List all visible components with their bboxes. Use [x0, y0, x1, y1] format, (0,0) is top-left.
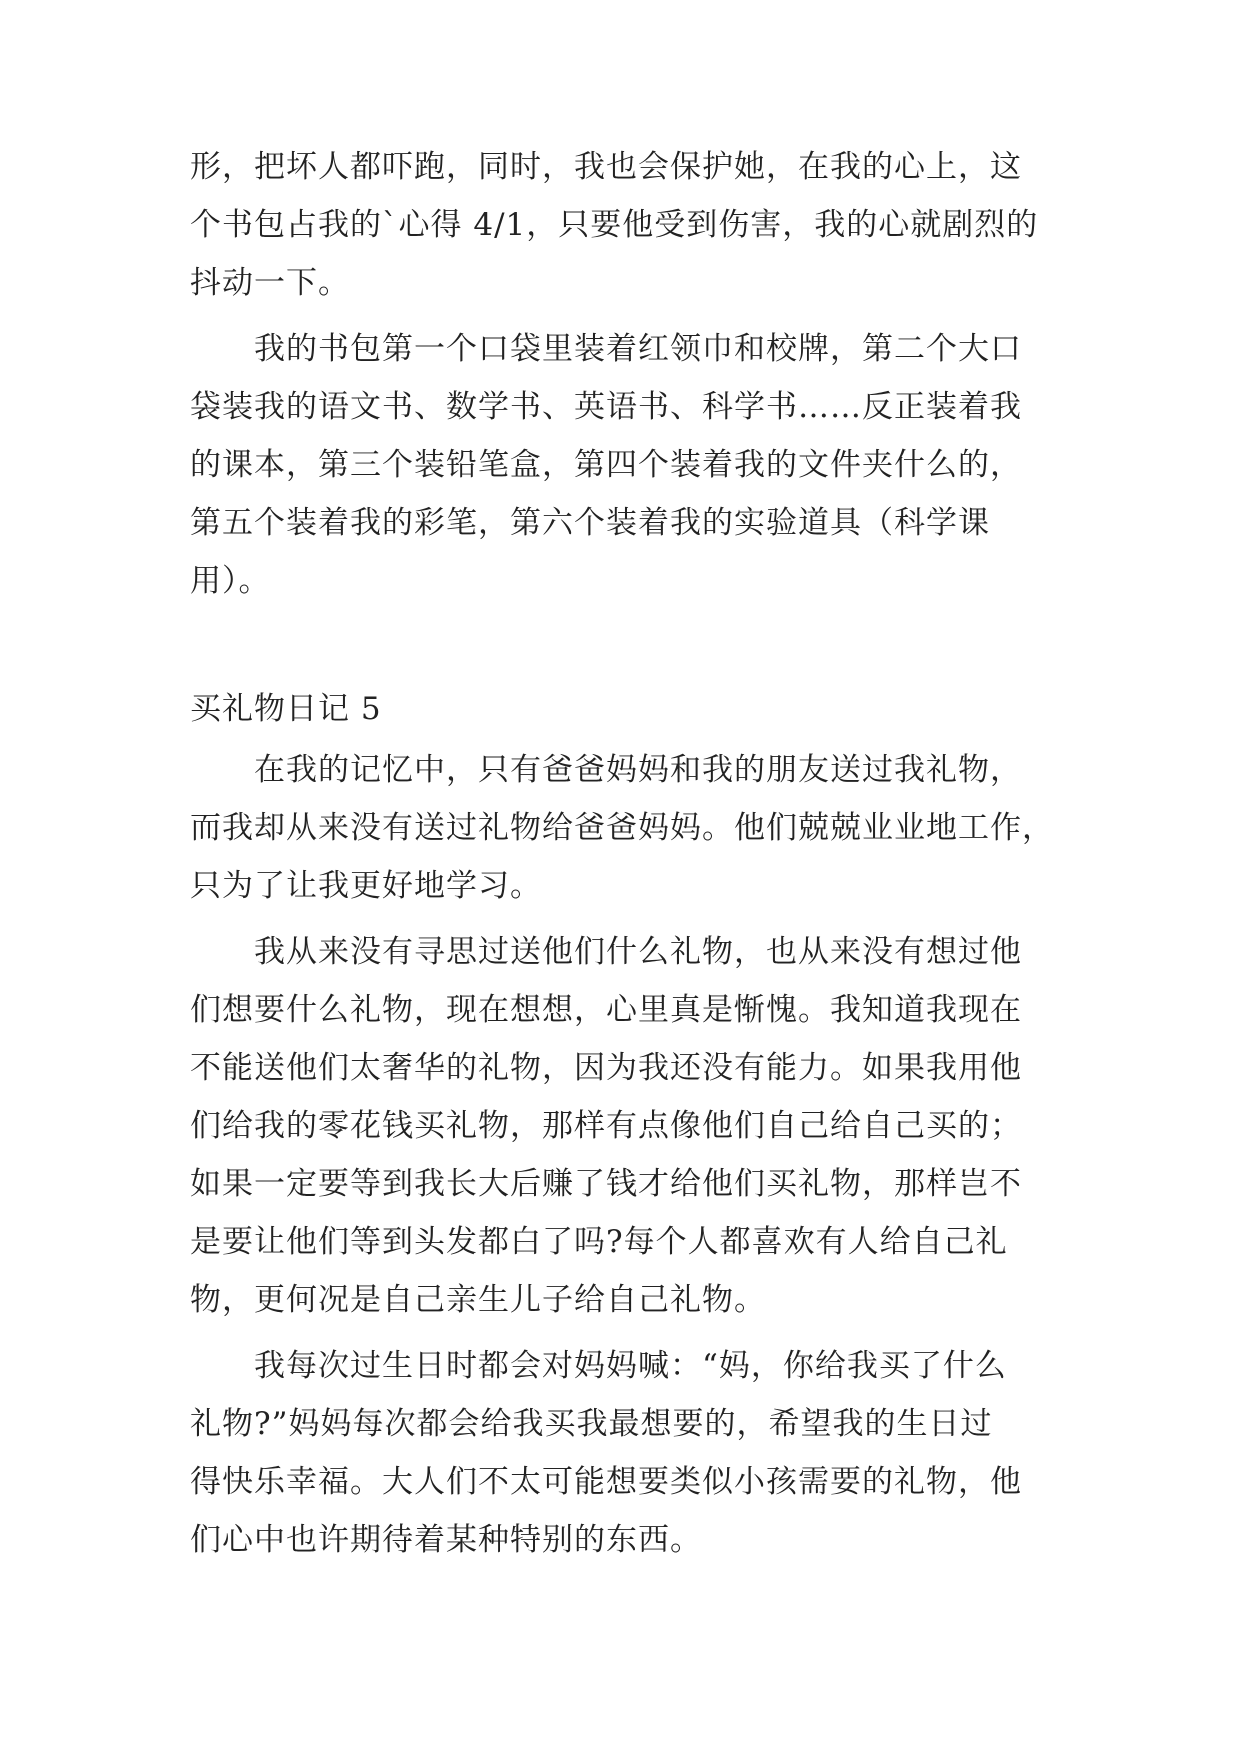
text-line: 礼物?”妈妈每次都会给我买我最想要的，希望我的生日过 [190, 1406, 993, 1442]
text-line: 个书包占我的`心得 4/1，只要他受到伤害，我的心就剧烈的 [190, 207, 1039, 243]
text-line: 不能送他们太奢华的礼物，因为我还没有能力。如果我用他 [190, 1050, 1022, 1086]
text-line: 们给我的零花钱买礼物，那样有点像他们自己给自己买的； [190, 1108, 1022, 1144]
text-line: 我的书包第一个口袋里装着红领巾和校牌，第二个大口 [190, 331, 1022, 367]
section-2-text [190, 741, 1060, 1569]
section-1-text [190, 138, 1060, 610]
text-line: 的课本，第三个装铅笔盒，第四个装着我的文件夹什么的， [190, 447, 1022, 483]
text-line: 在我的记忆中，只有爸爸妈妈和我的朋友送过我礼物， [190, 752, 1022, 788]
text-line: 是要让他们等到头发都白了吗?每个人都喜欢有人给自己礼 [190, 1224, 1008, 1260]
text-line: 我从来没有寻思过送他们什么礼物，也从来没有想过他 [190, 934, 1022, 970]
text-line: 第五个装着我的彩笔，第六个装着我的实验道具（科学课 [190, 505, 990, 541]
text-line: 我每次过生日时都会对妈妈喊：“妈，你给我买了什么 [190, 1348, 1007, 1384]
text-line: 抖动一下。 [190, 265, 350, 301]
text-line: 袋装我的语文书、数学书、英语书、科学书……反正装着我 [190, 389, 1022, 425]
paragraph [190, 138, 1060, 312]
section-title: 买礼物日记 5 [190, 691, 382, 727]
text-line: 如果一定要等到我长大后赚了钱才给他们买礼物，那样岂不 [190, 1166, 1022, 1202]
text-line: 们想要什么礼物，现在想想，心里真是惭愧。我知道我现在 [190, 992, 1022, 1028]
paragraph [190, 1337, 1060, 1569]
paragraph [190, 923, 1060, 1329]
text-line: 们心中也许期待着某种特别的东西。 [190, 1522, 702, 1558]
text-line: 而我却从来没有送过礼物给爸爸妈妈。他们兢兢业业地工作， [190, 810, 1054, 846]
text-line: 得快乐幸福。大人们不太可能想要类似小孩需要的礼物，他 [190, 1464, 1022, 1500]
paragraph [190, 320, 1060, 610]
text-line: 物，更何况是自己亲生儿子给自己礼物。 [190, 1282, 766, 1318]
text-line: 形，把坏人都吓跑，同时，我也会保护她，在我的心上，这 [190, 149, 1022, 185]
text-line: 只为了让我更好地学习。 [190, 868, 542, 904]
paragraph [190, 741, 1060, 915]
text-line: 用）。 [190, 563, 271, 599]
